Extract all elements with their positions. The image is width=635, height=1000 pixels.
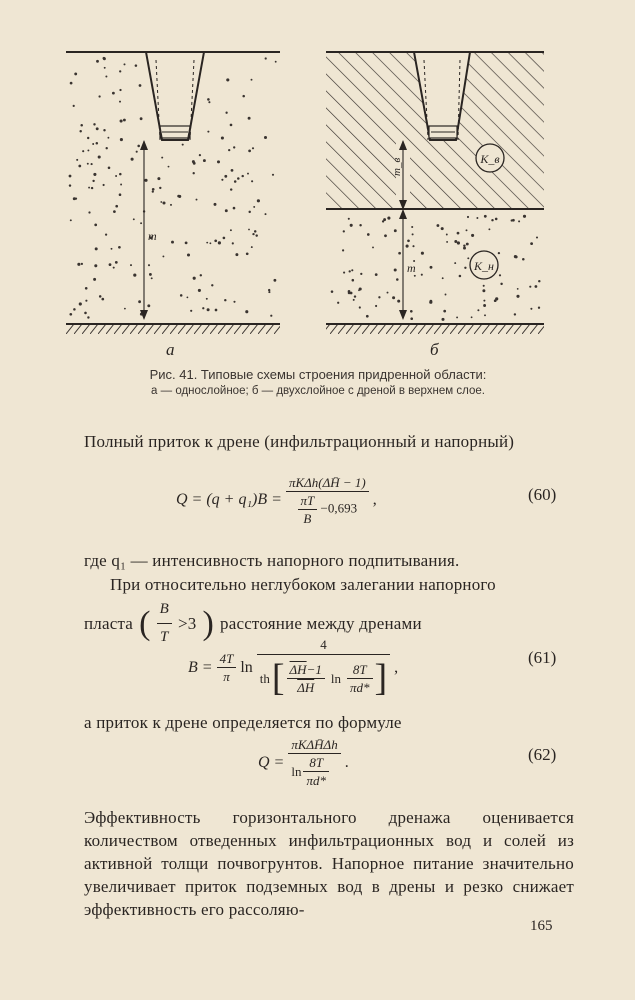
eq61-tail: , <box>394 658 399 676</box>
paragraph-2-line-2: пласта ( $\frac{B}{T}$ >3 ) расстояние между дренами <box>84 598 574 649</box>
panel-b <box>326 52 544 334</box>
condition-fraction <box>157 598 172 649</box>
para2-end: расстояние между дренами <box>220 614 422 633</box>
eq61-coef <box>217 652 237 683</box>
condition-den: T <box>160 629 169 645</box>
eq60-inner-den: B <box>303 511 312 526</box>
eq61-den-frac2: $\frac{8T}{\pi d*}$ <box>347 663 373 694</box>
eq60-denominator <box>286 492 369 525</box>
where-q1: где q₁ — интенсивность напорного подпитывания. <box>84 551 460 570</box>
paragraph-2-line-1: При относительно неглубоком залегании напорного <box>110 575 496 594</box>
eq62-fraction <box>288 738 340 787</box>
eq61-num: 4 <box>257 638 390 655</box>
eq60-lhs: Q = (q + q₁)B = <box>176 491 282 509</box>
dim-m-label-b: m <box>407 261 416 275</box>
paragraph-3: а приток к дрене определяется по формуле <box>84 713 402 732</box>
para2-start: пласта <box>84 614 134 633</box>
eq62-tail: . <box>344 753 349 771</box>
eq61-lhs: B = <box>188 658 213 676</box>
eq61-number: (61) <box>528 648 557 667</box>
eq61-den: th [ $\frac{\overline{\Delta H}-1}{\Delta H}$ ln $\frac{8T}{\pi d*}$ ] <box>259 657 388 699</box>
eq62-den-den: πd* <box>306 773 326 788</box>
eq60-inner-num: πT <box>298 494 318 510</box>
equation-62 <box>258 738 349 787</box>
circle-kn-label: K_н <box>474 259 494 273</box>
paragraph-1: Полный приток к дрене (инфильтрационный и напорный) <box>84 432 515 451</box>
eq62-den <box>288 754 340 787</box>
eq60-inner-fraction <box>298 494 318 525</box>
condition-num: B <box>157 598 172 624</box>
dim-m-label: m <box>148 229 157 243</box>
dim-mb-label: m_в <box>391 157 403 176</box>
eq60-numerator: πKΔh(ΔH̄ − 1) <box>286 476 369 492</box>
drainage-schematic <box>58 44 558 364</box>
soil-dots-b <box>331 215 541 321</box>
condition-rel: >3 <box>177 614 197 633</box>
paragraph-4: Эффективность горизонтального дренажа оценивается количеством отведенных инфильтрационных вод и солей из активной толщи почвогрунтов. Напорное питание значительно увеличивает приток подземных вод в дрены и резко снижает эффективность его рассоляю- <box>84 808 574 919</box>
eq62-num: πKΔH̄Δh <box>288 738 340 754</box>
eq62-den-frac <box>303 756 329 787</box>
eq62-number: (62) <box>528 745 557 764</box>
page-number: 165 <box>530 918 553 934</box>
panel-b-label: б <box>430 340 439 359</box>
panel-a <box>66 52 280 334</box>
equation-60 <box>176 476 377 525</box>
eq62-den-ln: ln <box>291 764 302 779</box>
eq60-number: (60) <box>528 485 557 504</box>
eq60-fraction <box>286 476 369 525</box>
eq61-den-frac1: $\frac{\overline{\Delta H}-1}{\Delta H}$ <box>287 663 325 694</box>
eq61-fraction <box>257 638 390 697</box>
eq61-coef-den: π <box>223 669 230 684</box>
eq62-den-num: 8T <box>303 756 329 772</box>
panel-a-label: а <box>166 340 175 359</box>
caption-line-2: а — однослойное; б — двухслойное с дреной в верхнем слое. <box>151 385 485 397</box>
caption-line-1: Рис. 41. Типовые схемы строения придренной области: <box>149 367 487 382</box>
eq60-tail: , <box>372 491 377 509</box>
equation-61 <box>188 638 398 697</box>
figure-41 <box>58 44 558 364</box>
eq61-ln: ln <box>240 658 253 676</box>
eq60-den-rest: −0,693 <box>320 500 358 516</box>
eq62-lhs: Q = <box>258 753 285 771</box>
eq61-coef-num: 4T <box>217 652 237 668</box>
circle-kv-label: K_в <box>480 152 500 166</box>
figure-caption <box>68 366 568 400</box>
